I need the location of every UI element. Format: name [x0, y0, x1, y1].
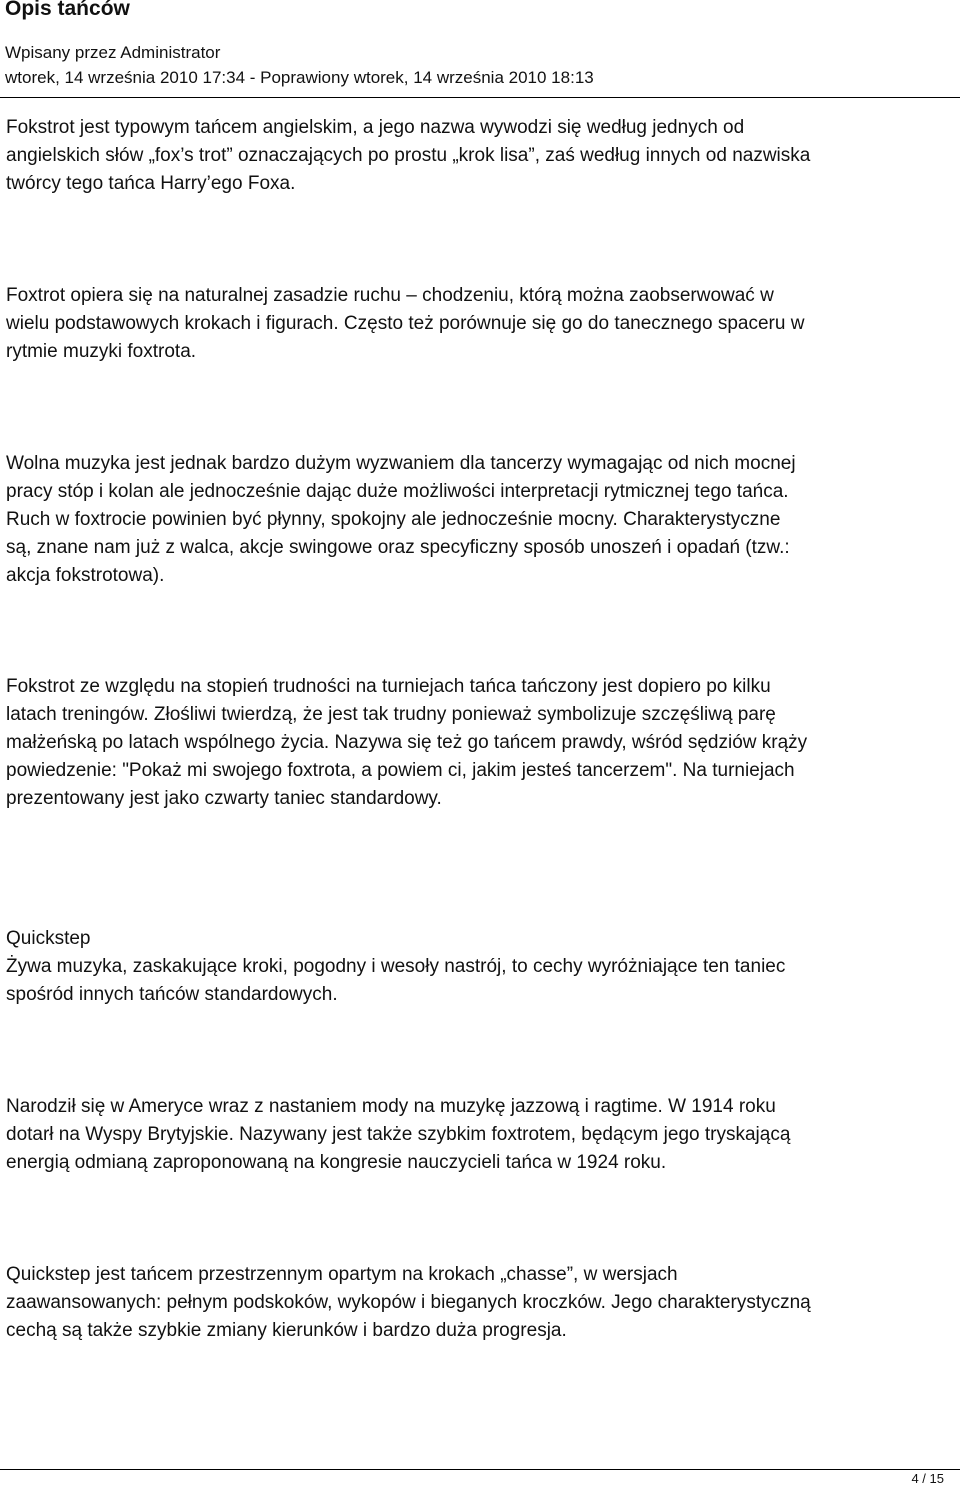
paragraph: [6, 925, 956, 1009]
page-number: 4 / 15: [911, 1471, 944, 1486]
paragraph-line: twórcy tego tańca Harry’ego Foxa.: [6, 173, 296, 194]
paragraph-line: są, znane nam już z walca, akcje swingowe oraz specyficzny sposób unoszeń i opadań (tzw.:: [6, 537, 790, 558]
paragraph: [6, 1093, 956, 1177]
paragraph-line: Fokstrot ze względu na stopień trudności na turniejach tańca tańczony jest dopiero po kilku: [6, 676, 771, 697]
paragraph-line: akcja fokstrotowa).: [6, 565, 165, 586]
paragraph-line: energią odmianą zaproponowaną na kongresie nauczycieli tańca w 1924 roku.: [6, 1152, 667, 1173]
paragraph-line: powiedzenie: "Pokaż mi swojego foxtrota, a powiem ci, jakim jesteś tancerzem". Na turniejach: [6, 760, 795, 781]
paragraph-line: spośród innych tańców standardowych.: [6, 984, 338, 1005]
paragraph-line: latach treningów. Złośliwi twierdzą, że jest tak trudny ponieważ symbolizuje szczęśliwą parę: [6, 704, 776, 725]
author-line: Wpisany przez Administrator: [5, 43, 221, 62]
paragraph: [6, 282, 956, 366]
paragraph-line: małżeńską po latach wspólnego życia. Nazywa się też go tańcem prawdy, wśród sędziów krąży: [6, 732, 808, 753]
paragraph-line: rytmie muzyki foxtrota.: [6, 341, 197, 362]
date-line: wtorek, 14 września 2010 17:34 - Poprawiony wtorek, 14 września 2010 18:13: [5, 68, 594, 87]
paragraph: [6, 673, 956, 813]
paragraph-line: Quickstep: [6, 928, 91, 949]
paragraph-line: cechą są także szybkie zmiany kierunków i bardzo duża progresja.: [6, 1320, 567, 1341]
paragraph: [6, 1261, 956, 1345]
paragraph: [6, 114, 956, 198]
footer-divider: [0, 1469, 960, 1470]
header-divider: [0, 97, 960, 98]
paragraph-line: Żywa muzyka, zaskakujące kroki, pogodny i wesoły nastrój, to cechy wyróżniające ten taniec: [6, 956, 786, 977]
paragraph-line: zaawansowanych: pełnym podskoków, wykopów i bieganych kroczków. Jego charakterystyczną: [6, 1292, 811, 1313]
paragraph-line: angielskich słów „fox’s trot” oznaczających po prostu „krok lisa”, zaś według innych od nazwiska: [6, 145, 811, 166]
document-title: Opis tańców: [5, 0, 130, 20]
paragraph-line: prezentowany jest jako czwarty taniec standardowy.: [6, 788, 442, 809]
paragraph-line: pracy stóp i kolan ale jednocześnie dając duże możliwości interpretacji rytmicznej tego tańca.: [6, 481, 789, 502]
paragraph-line: Narodził się w Ameryce wraz z nastaniem mody na muzykę jazzową i ragtime. W 1914 roku: [6, 1096, 776, 1117]
paragraph-line: Wolna muzyka jest jednak bardzo dużym wyzwaniem dla tancerzy wymagając od nich mocnej: [6, 453, 796, 474]
paragraph-line: Foxtrot opiera się na naturalnej zasadzie ruchu – chodzeniu, którą można zaobserwować w: [6, 285, 774, 306]
paragraph-line: Quickstep jest tańcem przestrzennym opartym na krokach „chasse”, w wersjach: [6, 1264, 678, 1285]
paragraph-line: wielu podstawowych krokach i figurach. Często też porównuje się go do tanecznego spaceru w: [6, 313, 805, 334]
paragraph-line: Fokstrot jest typowym tańcem angielskim, a jego nazwa wywodzi się według jednych od: [6, 117, 745, 138]
paragraph-line: dotarł na Wyspy Brytyjskie. Nazywany jest także szybkim foxtrotem, będącym jego tryskającą: [6, 1124, 791, 1145]
paragraph: [6, 450, 956, 590]
paragraph-line: Ruch w foxtrocie powinien być płynny, spokojny ale jednocześnie mocny. Charakterystyczne: [6, 509, 781, 530]
